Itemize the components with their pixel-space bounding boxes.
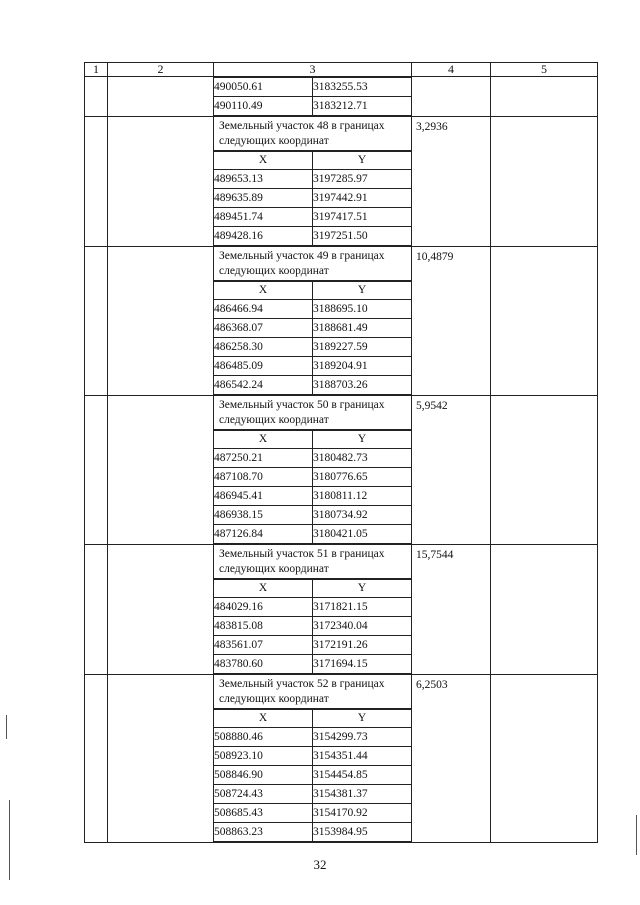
coordinate-row [214, 617, 411, 636]
x-value: 486485.09 [214, 357, 313, 376]
y-value: 3153984.95 [313, 823, 412, 842]
col5-cell [491, 675, 598, 843]
continued-coordinates-row [85, 77, 598, 117]
coordinates-table [84, 62, 598, 843]
col5-cell [491, 77, 598, 117]
x-value: 490050.61 [214, 78, 313, 97]
x-value: 486542.24 [214, 376, 313, 395]
column-number-2: 2 [108, 63, 214, 77]
coordinate-header-row [214, 710, 411, 728]
coordinates-subtable [214, 709, 411, 842]
land-plot-cell [214, 396, 412, 545]
x-header: X [214, 282, 313, 300]
area-value: 6,2503 [416, 679, 448, 691]
y-value: 3180734.92 [313, 506, 412, 525]
x-value: 508923.10 [214, 747, 313, 766]
land-plot-title: Земельный участок 50 в границах следующих координат [214, 396, 411, 430]
coordinate-row [214, 338, 411, 357]
coordinate-header-row [214, 580, 411, 598]
land-plot-row [85, 247, 598, 396]
coordinate-row [214, 636, 411, 655]
land-plot-title: Земельный участок 52 в границах следующих координат [214, 675, 411, 709]
land-plot-title: Земельный участок 51 в границах следующих координат [214, 545, 411, 579]
x-value: 508846.90 [214, 766, 313, 785]
coordinate-row [214, 728, 411, 747]
area-cell [412, 117, 491, 247]
x-value: 508685.43 [214, 804, 313, 823]
column-number-1: 1 [85, 63, 108, 77]
coordinate-header-row [214, 431, 411, 449]
x-value: 487250.21 [214, 449, 313, 468]
y-value: 3154299.73 [313, 728, 412, 747]
y-value: 3172191.26 [313, 636, 412, 655]
y-value: 3188703.26 [313, 376, 412, 395]
continued-coordinates-cell [214, 77, 412, 117]
col5-cell [491, 117, 598, 247]
coordinate-row [214, 766, 411, 785]
y-value: 3189227.59 [313, 338, 412, 357]
land-plot-cell [214, 675, 412, 843]
y-header: Y [313, 710, 412, 728]
scan-mark [9, 800, 10, 880]
coordinate-row [214, 747, 411, 766]
x-value: 483815.08 [214, 617, 313, 636]
col2-cell [108, 396, 214, 545]
x-value: 487126.84 [214, 525, 313, 544]
col1-cell [85, 77, 108, 117]
col1-cell [85, 675, 108, 843]
land-plot-cell [214, 117, 412, 247]
y-value: 3197442.91 [313, 189, 412, 208]
coordinate-row [214, 208, 411, 227]
coordinate-row [214, 319, 411, 338]
coordinate-header-row [214, 152, 411, 170]
y-value: 3180811.12 [313, 487, 412, 506]
x-header: X [214, 431, 313, 449]
land-plot-title: Земельный участок 48 в границах следующих координат [214, 117, 411, 151]
y-value: 3154454.85 [313, 766, 412, 785]
y-value: 3180482.73 [313, 449, 412, 468]
x-value: 486368.07 [214, 319, 313, 338]
coordinate-row [214, 804, 411, 823]
x-value: 508863.23 [214, 823, 313, 842]
coordinate-row [214, 357, 411, 376]
column-number-row [85, 63, 598, 77]
col1-cell [85, 396, 108, 545]
continued-coordinates [214, 77, 411, 116]
area-cell [412, 675, 491, 843]
col1-cell [85, 545, 108, 675]
land-plot-row [85, 117, 598, 247]
col1-cell [85, 117, 108, 247]
land-plot-row [85, 675, 598, 843]
x-value: 489653.13 [214, 170, 313, 189]
x-value: 487108.70 [214, 468, 313, 487]
y-value: 3189204.91 [313, 357, 412, 376]
x-value: 484029.16 [214, 598, 313, 617]
coordinate-row [214, 468, 411, 487]
land-plot-cell [214, 545, 412, 675]
coordinate-row [214, 598, 411, 617]
coordinates-subtable [214, 430, 411, 544]
area-cell [412, 545, 491, 675]
coordinate-row [214, 506, 411, 525]
col5-cell [491, 396, 598, 545]
area-value: 5,9542 [416, 400, 448, 412]
land-plot-row [85, 545, 598, 675]
land-plot-title: Земельный участок 49 в границах следующих координат [214, 247, 411, 281]
x-value: 508724.43 [214, 785, 313, 804]
x-header: X [214, 152, 313, 170]
coordinate-row [214, 300, 411, 319]
coordinate-header-row [214, 282, 411, 300]
column-number-4: 4 [412, 63, 491, 77]
x-value: 489428.16 [214, 227, 313, 246]
coordinate-row [214, 189, 411, 208]
y-value: 3154170.92 [313, 804, 412, 823]
coordinates-subtable [214, 151, 411, 246]
y-value: 3197285.97 [313, 170, 412, 189]
scan-mark [636, 815, 637, 855]
x-value: 489635.89 [214, 189, 313, 208]
x-value: 486945.41 [214, 487, 313, 506]
coordinate-row [214, 655, 411, 674]
column-number-3: 3 [214, 63, 412, 77]
x-header: X [214, 710, 313, 728]
area-cell [412, 247, 491, 396]
coordinate-row [214, 78, 411, 97]
area-value: 10,4879 [416, 251, 454, 263]
col2-cell [108, 117, 214, 247]
x-value: 483780.60 [214, 655, 313, 674]
x-value: 483561.07 [214, 636, 313, 655]
coordinate-row [214, 487, 411, 506]
y-value: 3154381.37 [313, 785, 412, 804]
coordinate-row [214, 376, 411, 395]
y-header: Y [313, 580, 412, 598]
coordinate-row [214, 449, 411, 468]
col1-cell [85, 247, 108, 396]
col5-cell [491, 545, 598, 675]
y-value: 3154351.44 [313, 747, 412, 766]
land-plot-row [85, 396, 598, 545]
coordinates-subtable [214, 281, 411, 395]
y-value: 3197417.51 [313, 208, 412, 227]
col2-cell [108, 77, 214, 117]
y-header: Y [313, 431, 412, 449]
col2-cell [108, 247, 214, 396]
col2-cell [108, 675, 214, 843]
y-value: 3183255.53 [313, 78, 412, 97]
y-value: 3180776.65 [313, 468, 412, 487]
scan-mark [6, 715, 7, 739]
y-value: 3171821.15 [313, 598, 412, 617]
col2-cell [108, 545, 214, 675]
coordinates-subtable [214, 579, 411, 674]
y-value: 3172340.04 [313, 617, 412, 636]
x-value: 489451.74 [214, 208, 313, 227]
col5-cell [491, 247, 598, 396]
coordinate-row [214, 170, 411, 189]
coordinate-row [214, 97, 411, 116]
area-value: 15,7544 [416, 549, 454, 561]
y-value: 3171694.15 [313, 655, 412, 674]
coordinate-row [214, 823, 411, 842]
x-header: X [214, 580, 313, 598]
area-cell [412, 396, 491, 545]
y-header: Y [313, 282, 412, 300]
coordinate-row [214, 227, 411, 246]
col4-cell [412, 77, 491, 117]
x-value: 486466.94 [214, 300, 313, 319]
x-value: 490110.49 [214, 97, 313, 116]
area-value: 3,2936 [416, 121, 448, 133]
coordinate-row [214, 525, 411, 544]
y-value: 3188681.49 [313, 319, 412, 338]
y-value: 3183212.71 [313, 97, 412, 116]
column-number-5: 5 [491, 63, 598, 77]
x-value: 508880.46 [214, 728, 313, 747]
coordinate-row [214, 785, 411, 804]
y-value: 3197251.50 [313, 227, 412, 246]
page-number: 32 [313, 857, 327, 872]
y-header: Y [313, 152, 412, 170]
y-value: 3188695.10 [313, 300, 412, 319]
x-value: 486258.30 [214, 338, 313, 357]
y-value: 3180421.05 [313, 525, 412, 544]
land-plot-cell [214, 247, 412, 396]
x-value: 486938.15 [214, 506, 313, 525]
